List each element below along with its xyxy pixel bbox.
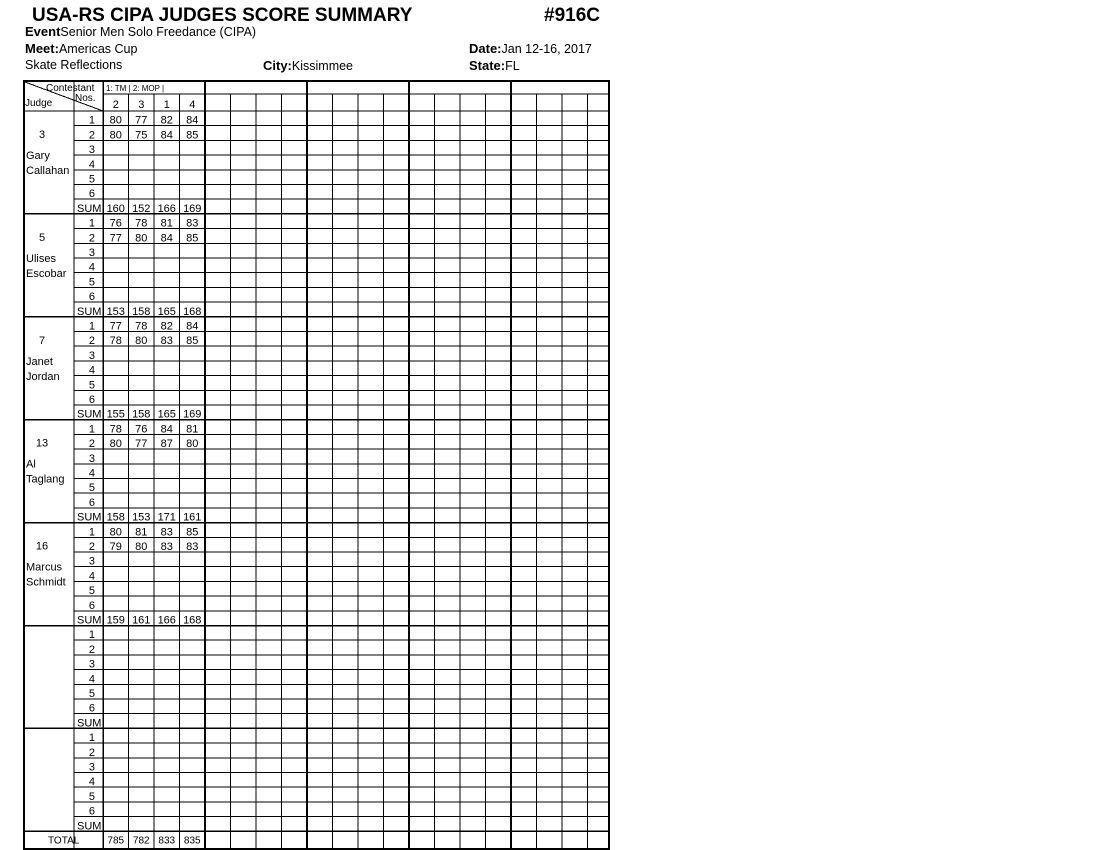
event-label: Event xyxy=(25,24,61,39)
row-label: 3 xyxy=(88,144,95,157)
score-cell: 83 xyxy=(160,335,173,348)
sum-cell: 171 xyxy=(157,511,176,524)
score-cell: 76 xyxy=(109,217,122,230)
row-label: 6 xyxy=(88,188,95,201)
sum-label: SUM xyxy=(77,305,102,318)
row-label: 4 xyxy=(88,158,95,171)
score-cell: 81 xyxy=(135,526,148,539)
score-cell: 77 xyxy=(135,438,148,451)
score-cell: 85 xyxy=(186,232,199,245)
judge-first-name: Marcus xyxy=(26,561,63,574)
sum-label: SUM xyxy=(77,511,102,524)
row-label: 6 xyxy=(88,702,95,715)
score-cell: 80 xyxy=(109,129,122,142)
date-value: Jan 12-16, 2017 xyxy=(501,42,592,56)
row-label: 5 xyxy=(88,173,95,186)
judge-number: 5 xyxy=(38,231,46,244)
score-cell: 78 xyxy=(109,423,122,436)
sum-cell: 166 xyxy=(157,202,176,215)
sum-cell: 169 xyxy=(183,202,202,215)
row-label: 2 xyxy=(88,438,95,451)
sum-cell: 165 xyxy=(157,408,176,421)
judge-first-name: Gary xyxy=(26,150,50,162)
event-line xyxy=(25,23,256,41)
score-cell: 80 xyxy=(109,114,122,127)
total-cell: 835 xyxy=(183,835,201,847)
total-label: TOTAL xyxy=(48,835,80,847)
date-label: Date: xyxy=(469,41,502,56)
city-line xyxy=(263,57,353,75)
row-label: 4 xyxy=(88,673,95,686)
judge-first-name: Ulises xyxy=(26,252,56,265)
score-cell: 80 xyxy=(135,541,148,553)
row-label: 4 xyxy=(88,261,95,274)
meet-value: Americas Cup xyxy=(58,42,138,56)
row-label: 2 xyxy=(88,232,95,245)
row-label: 5 xyxy=(88,790,95,803)
state-line xyxy=(469,57,520,75)
form-number: #916C xyxy=(544,5,600,26)
score-cell: 80 xyxy=(109,526,122,539)
score-cell: 83 xyxy=(186,217,199,230)
score-cell: 77 xyxy=(135,114,148,127)
row-label: 6 xyxy=(88,805,95,818)
score-cell: 85 xyxy=(186,129,199,142)
score-table xyxy=(23,80,611,850)
row-label: 4 xyxy=(88,776,95,789)
score-cell: 85 xyxy=(186,526,199,539)
sum-label: SUM xyxy=(77,820,102,833)
row-label: 2 xyxy=(88,643,95,656)
corner-contestant-label: Contestant xyxy=(46,83,95,94)
row-label: 3 xyxy=(88,247,95,259)
dance-legend: 1: TM | 2: MOP | xyxy=(106,84,165,93)
row-label: 2 xyxy=(88,746,95,759)
club-name: Skate Reflections xyxy=(25,58,123,72)
row-label: 5 xyxy=(88,688,95,700)
row-label: 6 xyxy=(88,394,95,406)
row-label: 6 xyxy=(88,496,95,509)
judge-first-name: Janet xyxy=(26,355,53,368)
row-label: 2 xyxy=(88,335,95,348)
sum-cell: 165 xyxy=(157,305,176,318)
page-title: USA-RS CIPA JUDGES SCORE SUMMARY xyxy=(32,5,413,26)
sum-cell: 168 xyxy=(183,614,202,627)
score-cell: 80 xyxy=(186,438,199,451)
score-cell: 78 xyxy=(109,335,122,348)
contestant-number: 2 xyxy=(112,99,119,111)
score-cell: 80 xyxy=(135,335,148,348)
sum-cell: 159 xyxy=(106,614,125,627)
sum-cell: 158 xyxy=(132,305,151,318)
sum-cell: 153 xyxy=(132,511,151,524)
row-label: 1 xyxy=(88,629,95,642)
row-label: 1 xyxy=(88,114,95,127)
sum-cell: 169 xyxy=(183,408,202,421)
score-cell: 87 xyxy=(160,438,173,451)
sum-label: SUM xyxy=(77,717,102,730)
sum-cell: 168 xyxy=(183,305,202,318)
event-value: Senior Men Solo Freedance (CIPA) xyxy=(60,25,257,39)
judge-first-name: Al xyxy=(26,458,36,471)
score-cell: 79 xyxy=(109,541,122,553)
judge-last-name: Jordan xyxy=(26,370,60,383)
sum-label: SUM xyxy=(77,202,102,215)
judge-last-name: Taglang xyxy=(26,473,65,486)
row-label: 2 xyxy=(88,129,95,142)
sum-cell: 161 xyxy=(183,511,202,524)
sum-label: SUM xyxy=(77,614,102,627)
score-cell: 84 xyxy=(186,320,199,333)
sum-label: SUM xyxy=(77,408,102,421)
corner-judge-label: Judge xyxy=(25,98,53,109)
row-label: 3 xyxy=(88,452,95,465)
sum-cell: 158 xyxy=(132,408,151,421)
row-label: 1 xyxy=(88,732,95,745)
row-label: 3 xyxy=(88,658,95,671)
score-cell: 82 xyxy=(160,114,173,127)
score-cell: 84 xyxy=(160,129,173,142)
judge-last-name: Schmidt xyxy=(26,576,66,589)
score-cell: 78 xyxy=(135,320,148,333)
score-cell: 83 xyxy=(186,541,199,553)
row-label: 1 xyxy=(88,320,95,333)
row-label: 1 xyxy=(88,217,95,230)
total-cell: 782 xyxy=(132,835,150,847)
judge-last-name: Callahan xyxy=(26,165,70,177)
row-label: 5 xyxy=(88,482,95,495)
score-cell: 84 xyxy=(160,232,173,245)
row-label: 3 xyxy=(88,761,95,774)
contestant-number: 1 xyxy=(163,99,170,111)
score-cell: 81 xyxy=(160,217,173,230)
row-label: 4 xyxy=(88,570,95,583)
row-label: 5 xyxy=(88,585,95,598)
state-value: FL xyxy=(505,59,520,73)
judge-number: 16 xyxy=(35,540,49,553)
row-label: 3 xyxy=(88,349,95,362)
sum-cell: 160 xyxy=(106,202,125,215)
sum-cell: 158 xyxy=(106,511,125,524)
score-cell: 83 xyxy=(160,541,173,553)
total-cell: 785 xyxy=(107,835,125,847)
meet-line xyxy=(25,40,137,58)
corner-nos-label: Nos. xyxy=(75,93,96,104)
score-cell: 78 xyxy=(135,217,148,230)
state-label: State: xyxy=(469,58,506,73)
sum-cell: 152 xyxy=(132,202,151,215)
score-cell: 75 xyxy=(135,129,148,142)
city-label: City: xyxy=(263,58,292,73)
sum-cell: 161 xyxy=(132,614,151,627)
row-label: 2 xyxy=(88,541,95,553)
total-cell: 833 xyxy=(158,835,176,847)
score-cell: 82 xyxy=(160,320,173,333)
judge-number: 3 xyxy=(38,129,46,141)
sum-cell: 153 xyxy=(106,305,125,318)
meet-label: Meet: xyxy=(25,41,59,56)
row-label: 6 xyxy=(88,599,95,612)
row-label: 3 xyxy=(88,555,95,568)
judge-number: 13 xyxy=(35,437,49,450)
score-cell: 76 xyxy=(135,423,148,436)
row-label: 1 xyxy=(88,526,95,539)
score-cell: 85 xyxy=(186,335,199,348)
score-cell: 80 xyxy=(135,232,148,245)
row-label: 4 xyxy=(88,364,95,377)
table-border xyxy=(24,81,609,849)
row-label: 6 xyxy=(88,291,95,304)
row-label: 5 xyxy=(88,276,95,289)
sum-cell: 166 xyxy=(157,614,176,627)
judge-number: 7 xyxy=(38,334,46,347)
score-cell: 83 xyxy=(160,526,173,539)
score-cell: 77 xyxy=(109,232,122,245)
score-cell: 84 xyxy=(160,423,173,436)
sum-cell: 155 xyxy=(106,408,125,421)
score-cell: 81 xyxy=(186,423,199,436)
city-value: Kissimmee xyxy=(291,59,354,73)
contestant-number: 3 xyxy=(138,99,145,111)
row-label: 1 xyxy=(88,423,95,436)
score-cell: 77 xyxy=(109,320,122,333)
score-cell: 80 xyxy=(109,438,122,451)
score-cell: 84 xyxy=(186,114,199,127)
contestant-number: 4 xyxy=(189,99,196,111)
date-line xyxy=(469,40,592,58)
row-label: 5 xyxy=(88,379,95,392)
row-label: 4 xyxy=(88,467,95,480)
judge-last-name: Escobar xyxy=(26,267,67,280)
